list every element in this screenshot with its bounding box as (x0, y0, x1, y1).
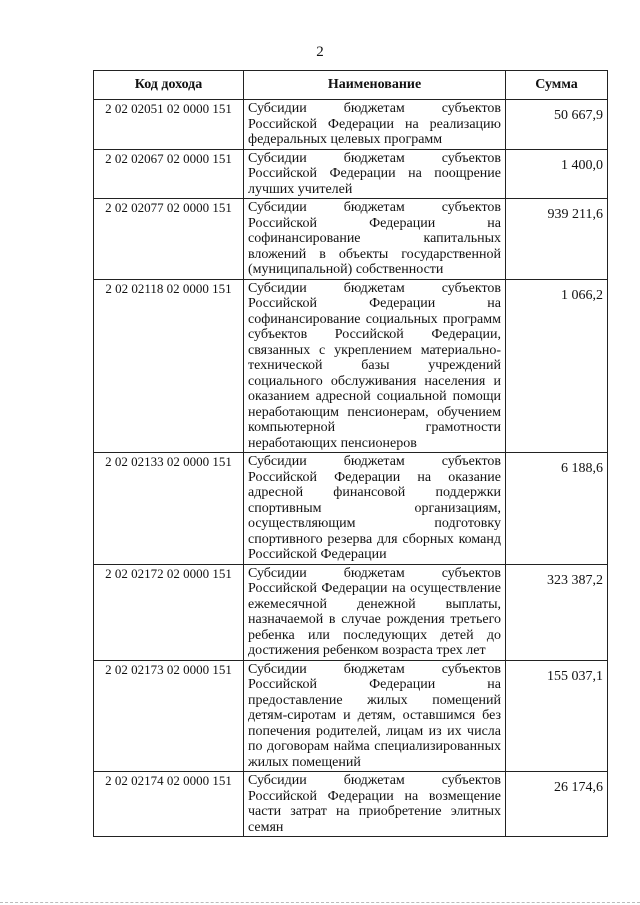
table-row (94, 660, 608, 772)
income-name-cell: Субсидии бюджетам субъектов Российской Федерации на оказание адресной финансовой поддержки спортивным организациям, осуществляющим подготовку спортивного резерва для сборных команд Российской Федерации (244, 453, 506, 565)
income-name-cell: Субсидии бюджетам субъектов Российской Федерации на предоставление жилых помещений детям-сиротам и детям, оставшимся без попечения родителей, лицам из их числа по договорам найма специализированных жилых помещений (244, 660, 506, 772)
table-row (94, 199, 608, 280)
income-sum-cell: 323 387,2 (506, 564, 608, 660)
table-row (94, 564, 608, 660)
income-code-cell: 2 02 02173 02 0000 151 (94, 660, 244, 772)
table-row (94, 149, 608, 199)
income-sum-cell: 6 188,6 (506, 453, 608, 565)
income-name-cell: Субсидии бюджетам субъектов Российской Федерации на реализацию федеральных целевых программ (244, 100, 506, 150)
income-name-cell: Субсидии бюджетам субъектов Российской Федерации на возмещение части затрат на приобретение элитных семян (244, 772, 506, 837)
income-code-cell: 2 02 02172 02 0000 151 (94, 564, 244, 660)
income-name-cell: Субсидии бюджетам субъектов Российской Федерации на осуществление ежемесячной денежной выплаты, назначаемой в случае рождения третьего ребенка или последующих детей до достижения ребенком возраста трех лет (244, 564, 506, 660)
page-number: 2 (316, 44, 324, 60)
table-row (94, 453, 608, 565)
revenue-table (93, 70, 608, 837)
income-sum-cell: 939 211,6 (506, 199, 608, 280)
income-sum-cell: 1 400,0 (506, 149, 608, 199)
header-sum: Сумма (506, 71, 608, 100)
income-code-cell: 2 02 02067 02 0000 151 (94, 149, 244, 199)
table-row (94, 279, 608, 453)
income-sum-cell: 1 066,2 (506, 279, 608, 453)
table-header-row (94, 71, 608, 100)
income-name-cell: Субсидии бюджетам субъектов Российской Федерации на софинансирование социальных программ субъектов Российской Федерации, связанных с укреплением материально-технической базы учреждений социального обслуживания населения и оказанием адресной социальной помощи неработающим пенсионерам, обучением компьютерной грамотности неработающих пенсионеров (244, 279, 506, 453)
income-code-cell: 2 02 02118 02 0000 151 (94, 279, 244, 453)
income-name-cell: Субсидии бюджетам субъектов Российской Федерации на софинансирование капитальных вложений в объекты государственной (муниципальной) собственности (244, 199, 506, 280)
table-row (94, 772, 608, 837)
income-sum-cell: 26 174,6 (506, 772, 608, 837)
income-sum-cell: 155 037,1 (506, 660, 608, 772)
income-code-cell: 2 02 02051 02 0000 151 (94, 100, 244, 150)
header-code: Код дохода (94, 71, 244, 100)
header-name: Наименование (244, 71, 506, 100)
income-code-cell: 2 02 02077 02 0000 151 (94, 199, 244, 280)
page-bottom-divider (0, 902, 640, 903)
table-row (94, 100, 608, 150)
income-sum-cell: 50 667,9 (506, 100, 608, 150)
income-code-cell: 2 02 02174 02 0000 151 (94, 772, 244, 837)
income-name-cell: Субсидии бюджетам субъектов Российской Федерации на поощрение лучших учителей (244, 149, 506, 199)
income-code-cell: 2 02 02133 02 0000 151 (94, 453, 244, 565)
